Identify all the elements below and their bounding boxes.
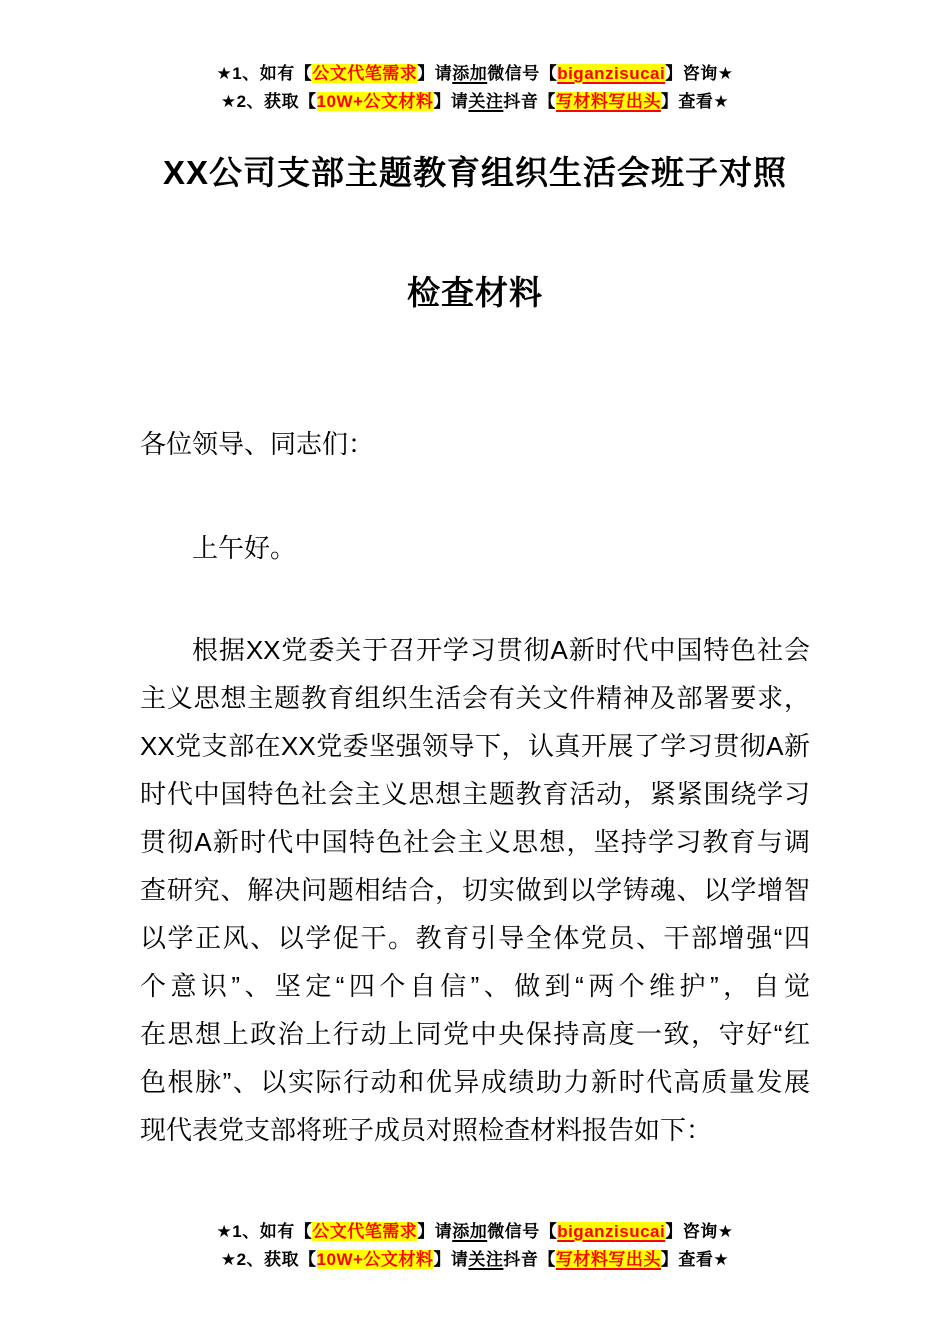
- notice-text: ★1、如有【: [216, 64, 313, 83]
- footer-notice: [0, 1218, 950, 1274]
- notice-underline-text: 关注: [468, 92, 504, 111]
- header-notice-line-1: [0, 60, 950, 88]
- paragraph-line: 主义思想主题教育组织生活会有关文件精神及部署要求，: [140, 683, 810, 713]
- greeting: 上午好。: [192, 533, 297, 563]
- notice-underline-text: 添加: [452, 1222, 488, 1241]
- paragraph-line: 贯彻A新时代中国特色社会主义思想，坚持学习教育与调: [140, 827, 810, 857]
- paragraph-line: 在思想上政治上行动上同党中央保持高度一致，守好“红: [140, 1019, 810, 1049]
- paragraph-line: 查研究、解决问题相结合，切实做到以学铸魂、以学增智: [140, 875, 810, 905]
- notice-text: 】查看★: [660, 92, 730, 111]
- paragraph-line: 个意识”、坚定“四个自信”、做到“两个维护”，自觉: [140, 971, 810, 1001]
- paragraph-line: 以学正风、以学促干。教育引导全体党员、干部增强“四: [140, 923, 810, 953]
- notice-text: ★2、获取【: [220, 1250, 317, 1269]
- footer-notice-line-2: [0, 1246, 950, 1274]
- document-body: [140, 420, 810, 1154]
- notice-underline-text: 关注: [468, 1250, 504, 1269]
- salutation: 各位领导、同志们：: [140, 429, 375, 459]
- footer-notice-line-1: [0, 1218, 950, 1246]
- title-line-2: 检查材料: [407, 274, 543, 311]
- notice-text: 微信号【: [487, 1222, 558, 1241]
- notice-text: 抖音【: [503, 92, 556, 111]
- notice-highlight-underline-text: 写材料写出头: [555, 92, 661, 111]
- notice-text: ★1、如有【: [216, 1222, 313, 1241]
- paragraph-line: 时代中国特色社会主义思想主题教育活动，紧紧围绕学习: [140, 779, 810, 809]
- notice-highlight-text: 10W+公文材料: [316, 1250, 434, 1269]
- paragraph-line: 现代表党支部将班子成员对照检查材料报告如下：: [140, 1115, 713, 1145]
- notice-highlight-text: 公文代笔需求: [312, 64, 418, 83]
- notice-text: 】请: [417, 64, 453, 83]
- notice-highlight-underline-text: biganzisucai: [557, 1222, 666, 1241]
- notice-text: 抖音【: [503, 1250, 556, 1269]
- document-title: [70, 154, 880, 312]
- header-notice: [0, 0, 950, 116]
- notice-highlight-underline-text: 写材料写出头: [555, 1250, 661, 1269]
- notice-text: 微信号【: [487, 64, 558, 83]
- notice-text: 】请: [433, 1250, 469, 1269]
- notice-text: 】咨询★: [665, 1222, 734, 1241]
- header-notice-line-2: [0, 88, 950, 116]
- notice-text: 】查看★: [660, 1250, 730, 1269]
- notice-underline-text: 添加: [452, 64, 488, 83]
- notice-text: 】咨询★: [665, 64, 734, 83]
- notice-text: 】请: [417, 1222, 453, 1241]
- paragraph-line: 色根脉”、以实际行动和优异成绩助力新时代高质量发展: [140, 1067, 810, 1097]
- paragraph-line: XX党支部在XX党委坚强领导下，认真开展了学习贯彻A新: [140, 731, 810, 761]
- notice-text: ★2、获取【: [220, 92, 317, 111]
- title-line-1: XX公司支部主题教育组织生活会班子对照: [162, 154, 788, 191]
- notice-highlight-text: 公文代笔需求: [312, 1222, 418, 1241]
- notice-text: 】请: [433, 92, 469, 111]
- main-paragraph: [140, 626, 810, 1154]
- notice-highlight-text: 10W+公文材料: [316, 92, 434, 111]
- notice-highlight-underline-text: biganzisucai: [557, 64, 666, 83]
- paragraph-line: 根据XX党委关于召开学习贯彻A新时代中国特色社会: [192, 635, 810, 665]
